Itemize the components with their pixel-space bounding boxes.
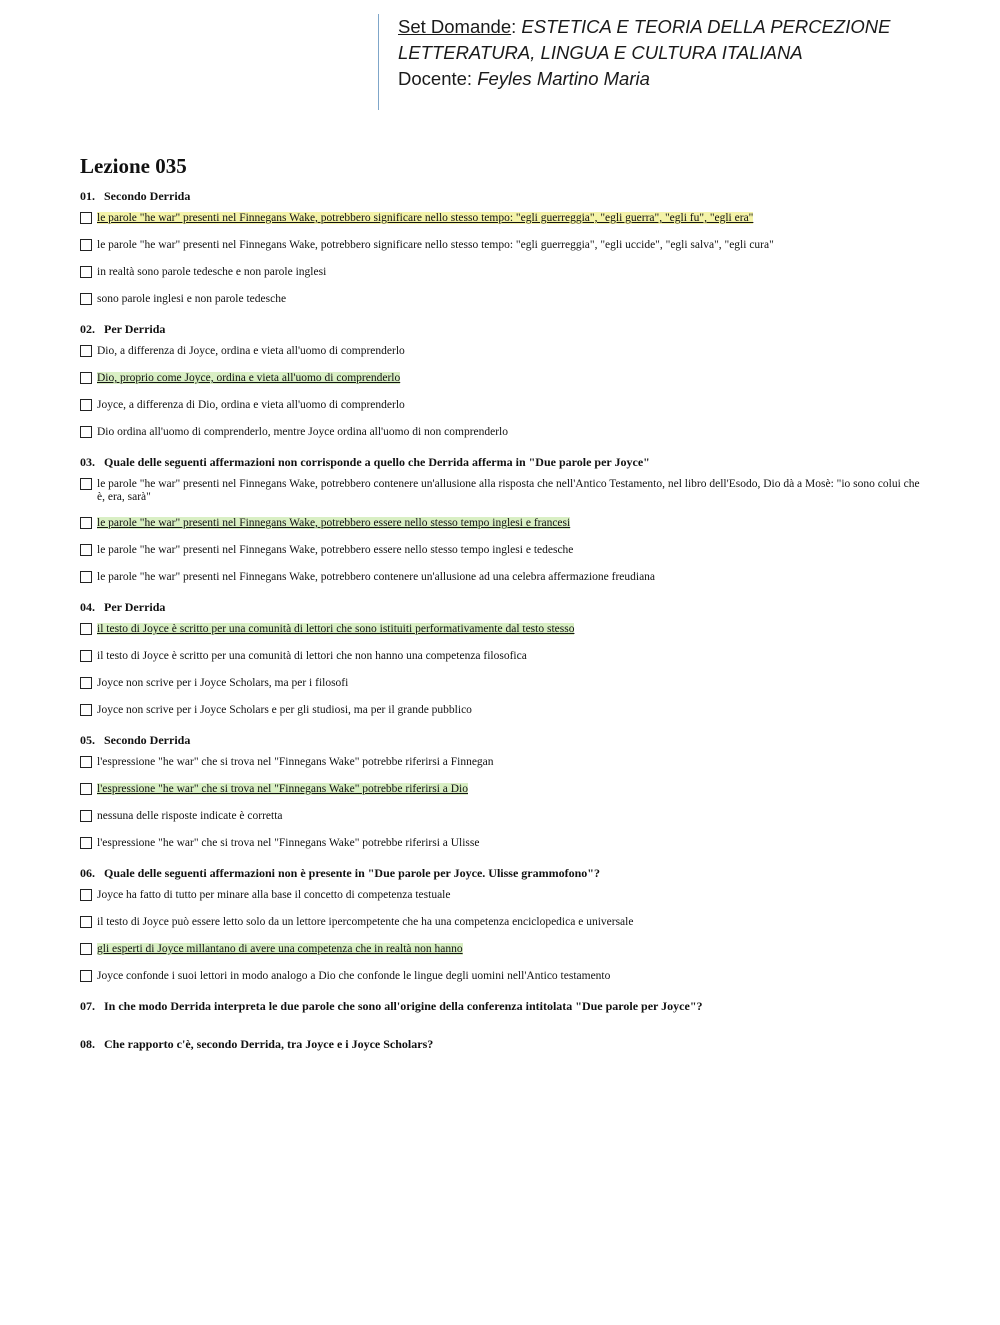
answer-option[interactable] xyxy=(80,704,920,718)
answer-text: le parole "he war" presenti nel Finnegans Wake, potrebbero contenere un'allusione ad una celebra affermazione freudiana xyxy=(97,571,656,583)
answer-option[interactable] xyxy=(80,212,920,226)
checkbox[interactable] xyxy=(80,889,92,901)
answer-text: il testo di Joyce è scritto per una comunità di lettori che sono istituiti performativamente dal testo stesso xyxy=(97,623,575,635)
answer-list xyxy=(80,478,920,585)
question-05 xyxy=(80,732,920,851)
answer-option[interactable] xyxy=(80,266,920,280)
answer-text: Dio, proprio come Joyce, ordina e vieta all'uomo di comprenderlo xyxy=(97,372,401,384)
answer-option[interactable] xyxy=(80,239,920,253)
checkbox[interactable] xyxy=(80,623,92,635)
checkbox[interactable] xyxy=(80,266,92,278)
checkbox[interactable] xyxy=(80,837,92,849)
question-heading xyxy=(80,865,920,881)
checkbox[interactable] xyxy=(80,478,92,490)
question-08 xyxy=(80,1036,920,1052)
question-heading xyxy=(80,454,920,470)
answer-text: le parole "he war" presenti nel Finnegans Wake, potrebbero essere nello stesso tempo inglesi e tedesche xyxy=(97,544,574,556)
question-number: 07. xyxy=(80,999,95,1013)
answer-option[interactable] xyxy=(80,623,920,637)
question-heading xyxy=(80,1036,920,1052)
checkbox[interactable] xyxy=(80,517,92,529)
answer-option[interactable] xyxy=(80,345,920,359)
answer-option[interactable] xyxy=(80,677,920,691)
checkbox[interactable] xyxy=(80,293,92,305)
answer-option[interactable] xyxy=(80,783,920,797)
question-07 xyxy=(80,998,920,1014)
checkbox[interactable] xyxy=(80,650,92,662)
answer-option[interactable] xyxy=(80,889,920,903)
checkbox[interactable] xyxy=(80,704,92,716)
question-heading xyxy=(80,998,920,1014)
question-heading xyxy=(80,188,920,204)
checkbox[interactable] xyxy=(80,372,92,384)
answer-text: Joyce confonde i suoi lettori in modo analogo a Dio che confonde le lingue degli uomini nell'Antico testamento xyxy=(97,970,611,982)
answer-text: Joyce ha fatto di tutto per minare alla base il concetto di competenza testuale xyxy=(97,889,451,901)
answer-option[interactable] xyxy=(80,571,920,585)
set-colon: : xyxy=(511,16,517,37)
question-text: Quale delle seguenti affermazioni non è presente in "Due parole per Joyce. Ulisse grammofono"? xyxy=(104,866,600,880)
question-number: 05. xyxy=(80,733,95,747)
question-number: 02. xyxy=(80,322,95,336)
checkbox[interactable] xyxy=(80,345,92,357)
answer-option[interactable] xyxy=(80,372,920,386)
answer-text: Joyce non scrive per i Joyce Scholars, ma per i filosofi xyxy=(97,677,349,689)
question-number: 01. xyxy=(80,189,95,203)
course-title: ESTETICA E TEORIA DELLA PERCEZIONE xyxy=(521,16,891,37)
lesson-title: Lezione 035 xyxy=(80,154,187,178)
answer-option[interactable] xyxy=(80,517,920,531)
answer-text: gli esperti di Joyce millantano di avere una competenza che in realtà non hanno xyxy=(97,943,463,955)
answer-option[interactable] xyxy=(80,943,920,957)
answer-text: le parole "he war" presenti nel Finnegans Wake, potrebbero contenere un'allusione alla risposta che nell'Antico Testamento, nel libro dell'Esodo, Dio dà a Mosè: "io sono colui che è, era, sarà" xyxy=(97,478,920,503)
teacher-label: Docente: xyxy=(398,68,473,89)
question-02 xyxy=(80,321,920,440)
answer-text: l'espressione "he war" che si trova nel "Finnegans Wake" potrebbe riferirsi a Ulisse xyxy=(97,837,480,849)
question-heading xyxy=(80,732,920,748)
question-text: Per Derrida xyxy=(104,322,166,336)
question-heading xyxy=(80,321,920,337)
answer-option[interactable] xyxy=(80,399,920,413)
answer-option[interactable] xyxy=(80,293,920,307)
question-text: Secondo Derrida xyxy=(104,189,191,203)
answer-text: le parole "he war" presenti nel Finnegans Wake, potrebbero significare nello stesso tempo: "egli guerreggia", "egli uccide", "egli salva", "egli cura" xyxy=(97,239,774,251)
checkbox[interactable] xyxy=(80,783,92,795)
answer-option[interactable] xyxy=(80,426,920,440)
answer-text: il testo di Joyce può essere letto solo da un lettore ipercompetente che ha una competenza enciclopedica e universale xyxy=(97,916,634,928)
answer-list xyxy=(80,756,920,851)
answer-option[interactable] xyxy=(80,756,920,770)
question-03 xyxy=(80,454,920,585)
checkbox[interactable] xyxy=(80,544,92,556)
answer-text: Dio, a differenza di Joyce, ordina e vieta all'uomo di comprenderlo xyxy=(97,345,405,357)
checkbox[interactable] xyxy=(80,756,92,768)
checkbox[interactable] xyxy=(80,677,92,689)
answer-option[interactable] xyxy=(80,810,920,824)
question-text: Secondo Derrida xyxy=(104,733,191,747)
answer-list xyxy=(80,212,920,307)
checkbox[interactable] xyxy=(80,810,92,822)
checkbox[interactable] xyxy=(80,916,92,928)
checkbox[interactable] xyxy=(80,212,92,224)
checkbox[interactable] xyxy=(80,943,92,955)
answer-text: l'espressione "he war" che si trova nel "Finnegans Wake" potrebbe riferirsi a Dio xyxy=(97,783,468,795)
checkbox[interactable] xyxy=(80,571,92,583)
question-number: 04. xyxy=(80,600,95,614)
question-text: Quale delle seguenti affermazioni non corrisponde a quello che Derrida afferma in "Due parole per Joyce" xyxy=(104,455,650,469)
question-text: In che modo Derrida interpreta le due parole che sono all'origine della conferenza intitolata "Due parole per Joyce"? xyxy=(104,999,703,1013)
answer-text: l'espressione "he war" che si trova nel "Finnegans Wake" potrebbe riferirsi a Finnegan xyxy=(97,756,494,768)
checkbox[interactable] xyxy=(80,426,92,438)
checkbox[interactable] xyxy=(80,239,92,251)
question-list xyxy=(80,188,920,1074)
program-name: LETTERATURA, LINGUA E CULTURA ITALIANA xyxy=(398,42,803,63)
header-line-set xyxy=(398,14,890,40)
answer-option[interactable] xyxy=(80,837,920,851)
answer-list xyxy=(80,345,920,440)
question-number: 08. xyxy=(80,1037,95,1051)
answer-text: il testo di Joyce è scritto per una comunità di lettori che non hanno una competenza filosofica xyxy=(97,650,527,662)
set-label: Set Domande xyxy=(398,16,512,37)
answer-text: nessuna delle risposte indicate è corretta xyxy=(97,810,283,822)
answer-text: le parole "he war" presenti nel Finnegans Wake, potrebbero essere nello stesso tempo inglesi e francesi xyxy=(97,517,571,529)
answer-option[interactable] xyxy=(80,544,920,558)
teacher-name: Feyles Martino Maria xyxy=(477,68,650,89)
answer-list xyxy=(80,623,920,718)
answer-option[interactable] xyxy=(80,970,920,984)
answer-option[interactable] xyxy=(80,916,920,930)
course-header xyxy=(378,14,890,110)
answer-list xyxy=(80,889,920,984)
answer-text: in realtà sono parole tedesche e non parole inglesi xyxy=(97,266,327,278)
answer-text: sono parole inglesi e non parole tedesche xyxy=(97,293,287,305)
header-line-teacher xyxy=(398,66,890,92)
question-number: 03. xyxy=(80,455,95,469)
answer-text: Joyce, a differenza di Dio, ordina e vieta all'uomo di comprenderlo xyxy=(97,399,405,411)
answer-option[interactable] xyxy=(80,478,920,504)
question-04 xyxy=(80,599,920,718)
answer-text: Dio ordina all'uomo di comprenderlo, mentre Joyce ordina all'uomo di non comprenderlo xyxy=(97,426,509,438)
checkbox[interactable] xyxy=(80,970,92,982)
question-number: 06. xyxy=(80,866,95,880)
question-06 xyxy=(80,865,920,984)
question-01 xyxy=(80,188,920,307)
question-text: Per Derrida xyxy=(104,600,166,614)
question-text: Che rapporto c'è, secondo Derrida, tra Joyce e i Joyce Scholars? xyxy=(104,1037,434,1051)
answer-text: Joyce non scrive per i Joyce Scholars e per gli studiosi, ma per il grande pubblico xyxy=(97,704,472,716)
checkbox[interactable] xyxy=(80,399,92,411)
answer-text: le parole "he war" presenti nel Finnegans Wake, potrebbero significare nello stesso tempo: "egli guerreggia", "egli guerra", "egli fu", "egli era" xyxy=(97,212,754,224)
question-heading xyxy=(80,599,920,615)
answer-option[interactable] xyxy=(80,650,920,664)
